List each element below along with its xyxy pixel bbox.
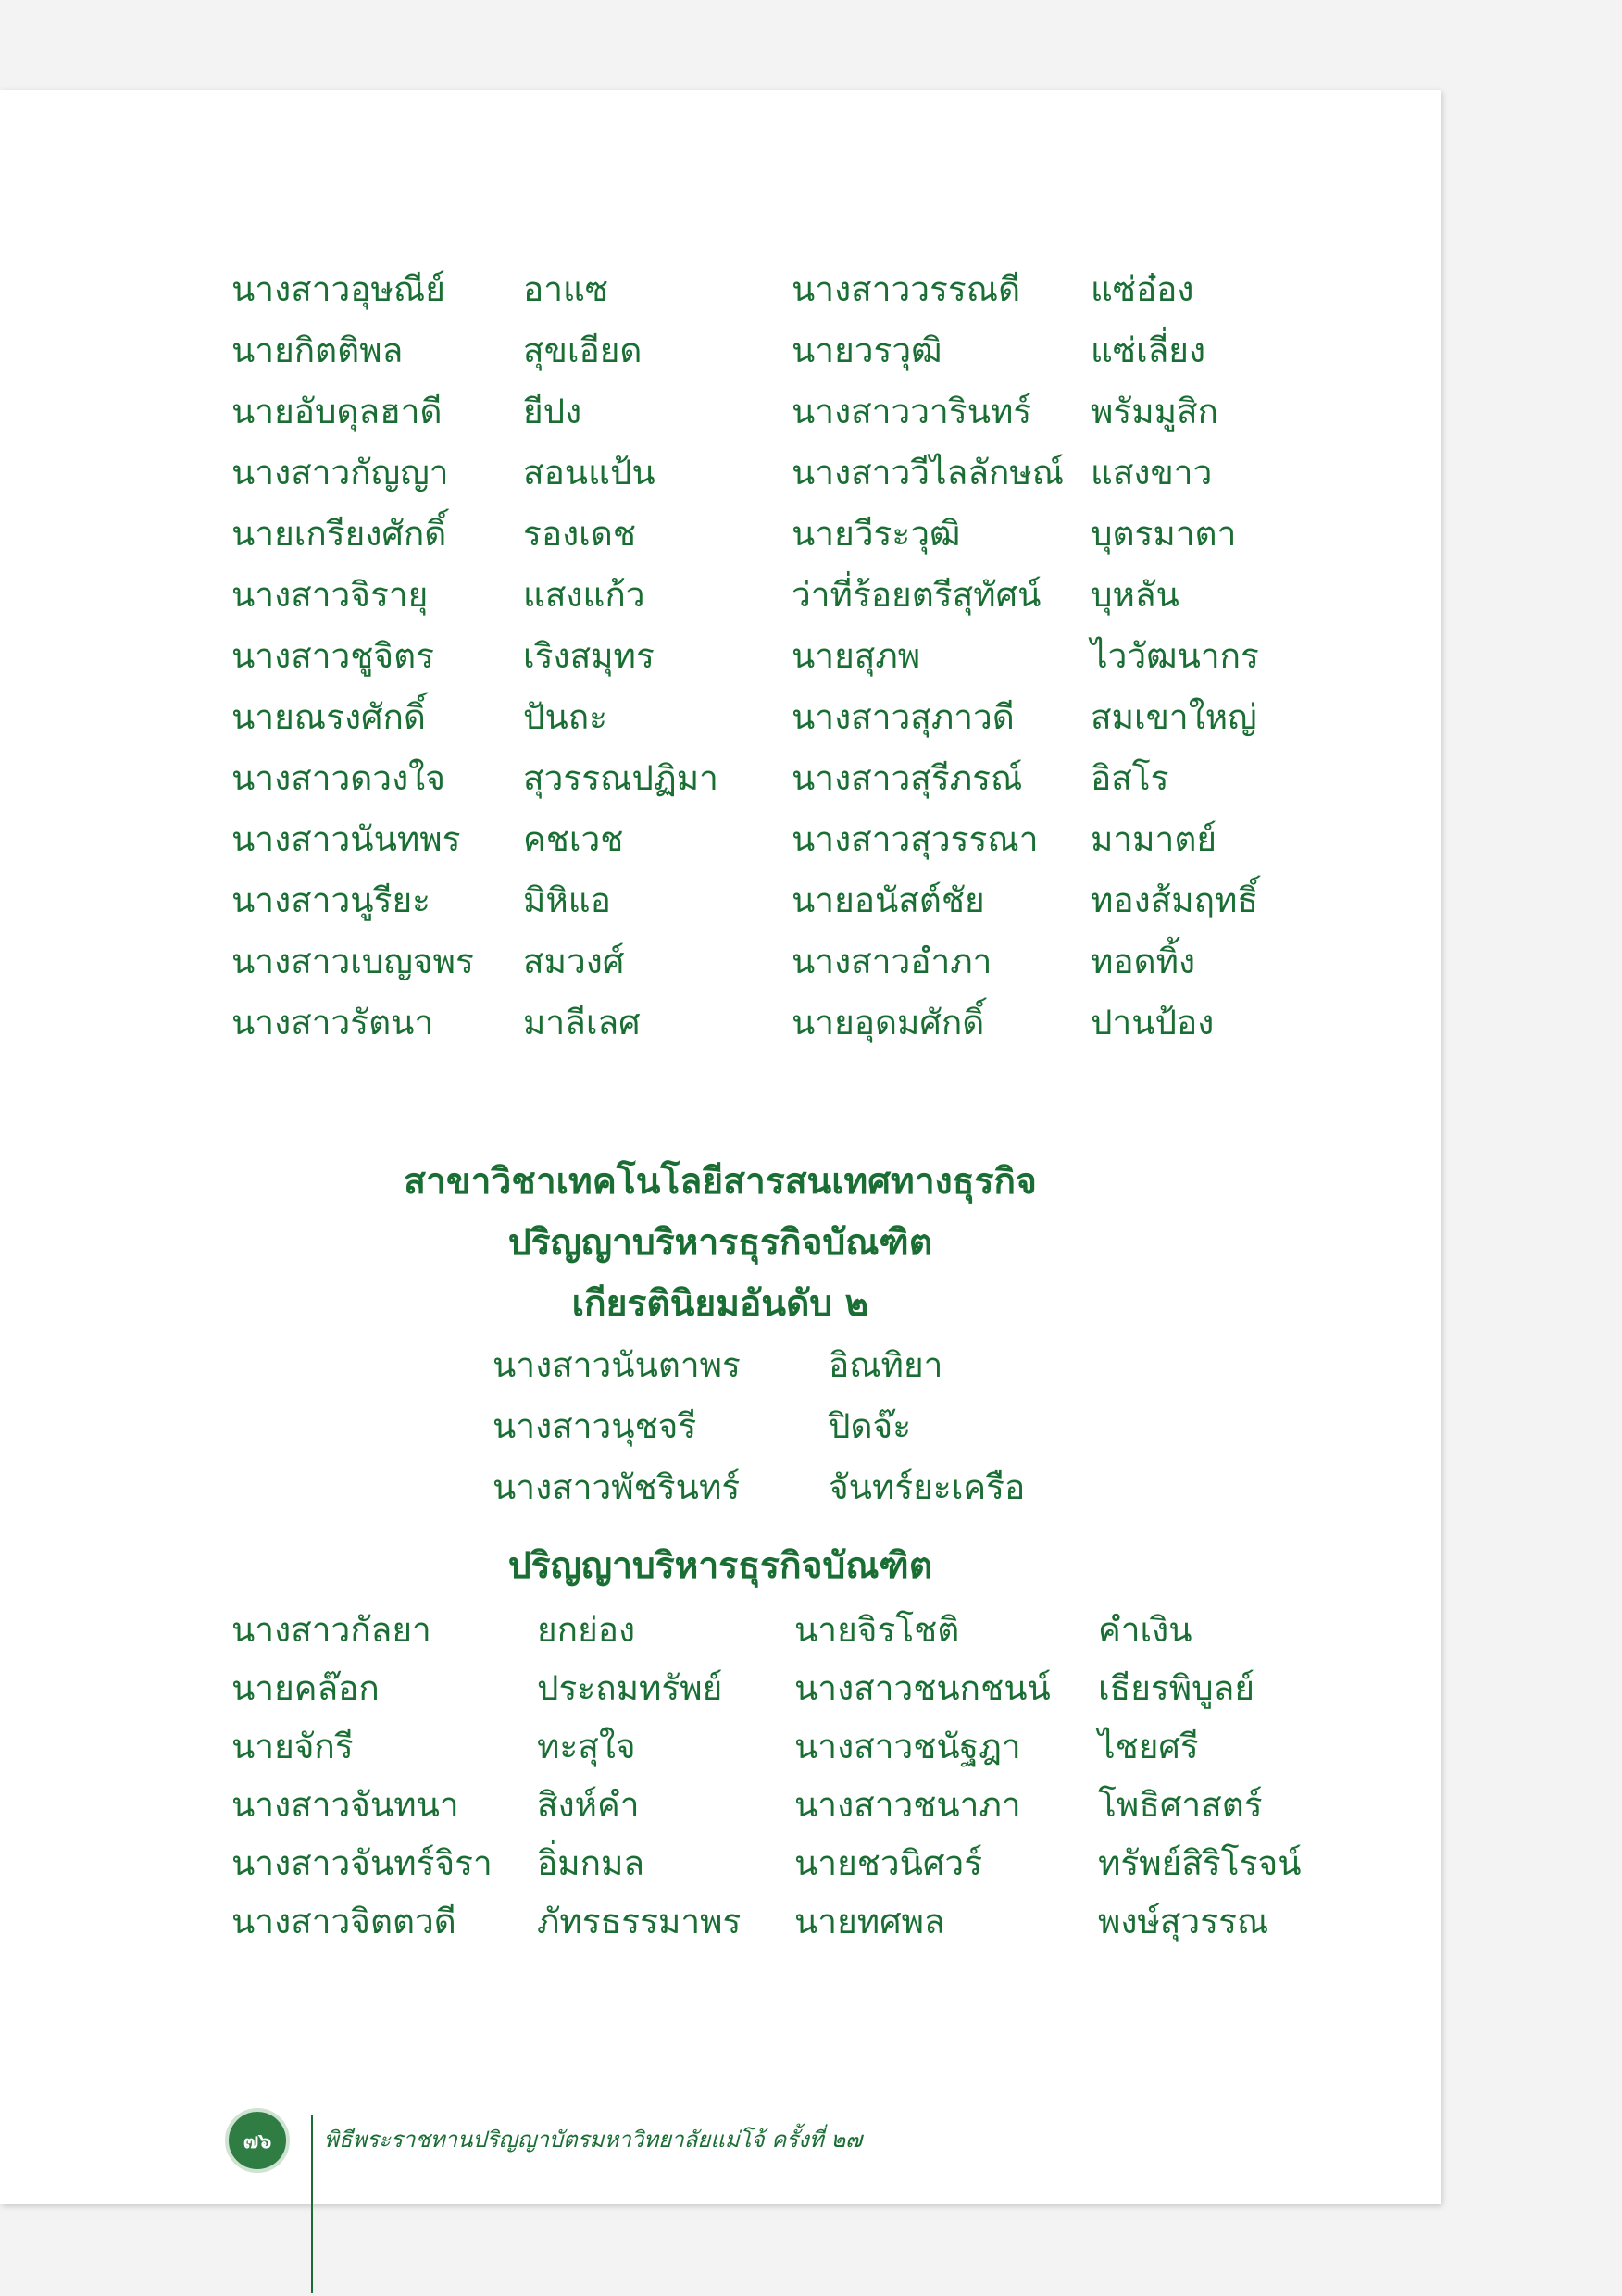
- footer-divider: [311, 2115, 313, 2293]
- first-name: นายอนัสต์ชัย: [792, 880, 985, 920]
- first-name: ว่าที่ร้อยตรีสุทัศน์: [792, 575, 1042, 615]
- last-name: สิงห์คำ: [537, 1785, 640, 1825]
- last-name: สมเขาใหญ่: [1091, 697, 1257, 737]
- last-name: อิ่มกมล: [537, 1843, 645, 1883]
- list-item: [0, 1335, 1441, 1396]
- first-name: นางสาวสุวรรณา: [792, 819, 1039, 859]
- last-name: โพธิศาสตร์: [1098, 1785, 1263, 1825]
- department-heading: สาขาวิชาเทคโนโลยีสารสนเทศทางธุรกิจ: [404, 1161, 1037, 1203]
- last-name: ยีปง: [523, 392, 582, 431]
- list-item: [0, 1833, 1441, 1894]
- first-name: นายจักรี: [231, 1727, 354, 1766]
- list-item: [0, 1396, 1441, 1457]
- last-name: ปันถะ: [523, 697, 608, 737]
- last-name: แซ่อ๋อง: [1091, 269, 1194, 309]
- first-name: นางสาวสุรีภรณ์: [792, 758, 1023, 798]
- first-name: นางสาววารินทร์: [792, 392, 1032, 431]
- list-item: [0, 626, 1441, 687]
- first-name: นายชวนิศวร์: [794, 1843, 983, 1883]
- first-name: นายวรวุฒิ: [792, 331, 942, 370]
- last-name: จันทร์ยะเครือ: [829, 1467, 1026, 1507]
- last-name: ทองส้มฤทธิ์: [1091, 880, 1259, 920]
- last-name: แซ่เลี่ยง: [1091, 331, 1206, 370]
- last-name: ทรัพย์สิริโรจน์: [1098, 1843, 1302, 1883]
- last-name: คชเวช: [523, 819, 624, 859]
- first-name: นายอุดมศักดิ์: [792, 1003, 985, 1042]
- last-name: ทอดทิ้ง: [1091, 942, 1196, 981]
- first-name: นางสาวนูรียะ: [231, 880, 430, 920]
- first-name: นางสาววีไลลักษณ์: [792, 453, 1065, 493]
- first-name: นายอับดุลฮาดี: [231, 392, 443, 431]
- last-name: คำเงิน: [1098, 1610, 1192, 1650]
- last-name: รองเดช: [523, 514, 636, 554]
- page-footer: [0, 2108, 1441, 2293]
- first-name: นายสุภพ: [792, 636, 921, 676]
- first-name: นายทศพล: [794, 1902, 945, 1941]
- last-name: บุหลัน: [1091, 575, 1179, 615]
- footer-caption: พิธีพระราชทานปริญญาบัตรมหาวิทยาลัยแม่โจ้ ครั้งที่ ๒๗: [324, 2127, 863, 2152]
- last-name: ประถมทรัพย์: [537, 1668, 723, 1708]
- page-number-badge: [225, 2108, 290, 2173]
- last-name: สุขเอียด: [523, 331, 643, 370]
- first-name: นางสาวกัญญา: [231, 453, 449, 493]
- list-item: [0, 809, 1441, 870]
- last-name: แสงขาว: [1091, 453, 1213, 493]
- last-name: ปิดจ๊ะ: [829, 1406, 912, 1446]
- first-name: นางสาวนันตาพร: [493, 1345, 741, 1385]
- last-name: บุตรมาตา: [1091, 514, 1237, 554]
- last-name: พงษ์สุวรรณ: [1098, 1902, 1269, 1941]
- first-name: นางสาวจันทนา: [231, 1785, 459, 1825]
- last-name: อิสโร: [1091, 758, 1169, 798]
- first-name: นางสาวจิตตวดี: [231, 1902, 456, 1941]
- page-number: ๗๖: [243, 2129, 272, 2153]
- last-name: เริงสมุทร: [523, 636, 655, 676]
- last-name: สอนแป้น: [523, 453, 655, 493]
- list-item: [0, 870, 1441, 931]
- last-name: สุวรรณปฏิมา: [523, 758, 718, 798]
- first-name: นางสาวชนัฐฎา: [794, 1727, 1021, 1766]
- list-item: [0, 687, 1441, 748]
- list-item: [0, 504, 1441, 565]
- first-name: นางสาวอุษณีย์: [231, 269, 445, 309]
- first-name: นางสาวชนาภา: [794, 1785, 1021, 1825]
- list-item: [0, 1891, 1441, 1953]
- last-name: มาลีเลศ: [523, 1003, 641, 1042]
- list-item: [0, 565, 1441, 626]
- list-item: [0, 320, 1441, 381]
- degree-heading: ปริญญาบริหารธุรกิจบัณฑิต: [507, 1222, 933, 1264]
- last-name: มามาตย์: [1091, 819, 1217, 859]
- list-item: [0, 381, 1441, 443]
- first-name: นายจิรโชติ: [794, 1610, 960, 1650]
- first-name: นายเกรียงศักดิ์: [231, 514, 447, 554]
- list-item: [0, 931, 1441, 992]
- degree-heading-2: ปริญญาบริหารธุรกิจบัณฑิต: [507, 1545, 933, 1587]
- last-name: มิหิแอ: [523, 880, 611, 920]
- list-item: [0, 1600, 1441, 1661]
- list-item: [0, 443, 1441, 504]
- last-name: พรัมมูสิก: [1091, 392, 1219, 431]
- first-name: นางสาวรัตนา: [231, 1003, 434, 1042]
- list-item: [0, 1658, 1441, 1719]
- list-item: [0, 992, 1441, 1054]
- last-name: ทะสุใจ: [537, 1727, 636, 1766]
- list-item: [0, 748, 1441, 809]
- last-name: เธียรพิบูลย์: [1098, 1668, 1255, 1708]
- list-item: [0, 1775, 1441, 1836]
- first-name: นายณรงศักดิ์: [231, 697, 426, 737]
- first-name: นางสาววรรณดี: [792, 269, 1021, 309]
- last-name: อาแซ: [523, 269, 608, 309]
- first-name: นางสาวนันทพร: [231, 819, 461, 859]
- first-name: นายวีระวุฒิ: [792, 514, 961, 554]
- document-page: [0, 90, 1441, 2204]
- first-name: นางสาวชูจิตร: [231, 636, 434, 676]
- last-name: ยกย่อง: [537, 1610, 636, 1650]
- list-item: [0, 1716, 1441, 1778]
- first-name: นางสาวเบญจพร: [231, 942, 474, 981]
- last-name: อิณทิยา: [829, 1345, 943, 1385]
- first-name: นายกิตติพล: [231, 331, 404, 370]
- first-name: นางสาวพัชรินทร์: [493, 1467, 741, 1507]
- last-name: ปานป้อง: [1091, 1003, 1215, 1042]
- first-name: นางสาวสุภาวดี: [792, 697, 1015, 737]
- list-item: [0, 259, 1441, 320]
- first-name: นางสาวชนกชนน์: [794, 1668, 1051, 1708]
- last-name: ไววัฒนากร: [1091, 636, 1259, 676]
- last-name: แสงแก้ว: [523, 575, 645, 615]
- first-name: นางสาวจันทร์จิรา: [231, 1843, 493, 1883]
- first-name: นางสาวนุชจรี: [493, 1406, 697, 1446]
- last-name: ไชยศรี: [1098, 1727, 1199, 1766]
- last-name: สมวงศ์: [523, 942, 625, 981]
- first-name: นางสาวกัลยา: [231, 1610, 431, 1650]
- first-name: นางสาวอำภา: [792, 942, 992, 981]
- first-name: นายคล๊อก: [231, 1668, 380, 1708]
- list-item: [0, 1457, 1441, 1518]
- last-name: ภัทรธรรมาพร: [537, 1902, 742, 1941]
- first-name: นางสาวจิรายุ: [231, 575, 429, 615]
- honor-heading: เกียรตินิยมอันดับ ๒: [571, 1283, 869, 1325]
- first-name: นางสาวดวงใจ: [231, 758, 445, 798]
